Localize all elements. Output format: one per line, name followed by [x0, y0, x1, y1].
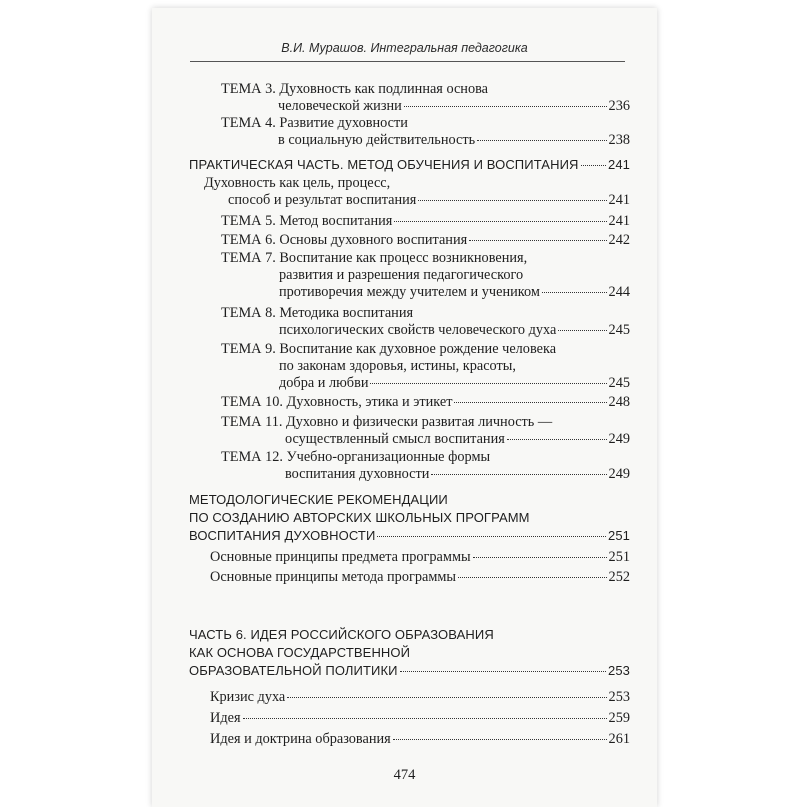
toc-page-number: 244 — [608, 284, 630, 300]
toc-entry[interactable] — [210, 569, 630, 586]
toc-page-number: 242 — [608, 232, 630, 248]
dot-leader — [473, 557, 607, 558]
running-header: В.И. Мурашов. Интегральная педагогика — [281, 41, 528, 55]
toc-entry-line: развития и разрешения педагогического — [279, 267, 524, 283]
dot-leader — [477, 140, 606, 141]
toc-entry-line: КАК ОСНОВА ГОСУДАРСТВЕННОЙ — [189, 645, 411, 660]
dot-leader — [287, 697, 606, 698]
toc-entry[interactable] — [221, 213, 630, 230]
dot-leader — [507, 439, 607, 440]
toc-page-number: 241 — [608, 157, 630, 172]
toc-entry[interactable] — [189, 491, 630, 545]
toc-entry-line: человеческой жизни — [278, 98, 402, 114]
dot-leader — [418, 200, 606, 201]
toc-entry-line: способ и результат воспитания — [228, 192, 417, 208]
toc-entry[interactable] — [204, 175, 630, 209]
toc-page-number: 252 — [608, 569, 630, 585]
toc-entry-line: противоречия между учителем и учеником — [279, 284, 540, 300]
toc-entry[interactable] — [221, 394, 630, 411]
toc-entry[interactable] — [189, 156, 630, 173]
toc-entry-line: ТЕМА 7. Воспитание как процесс возникновения, — [221, 250, 528, 266]
dot-leader — [542, 292, 607, 293]
toc-entry[interactable] — [221, 115, 630, 149]
toc-page-number: 249 — [608, 431, 630, 447]
dot-leader — [454, 402, 606, 403]
toc-entry[interactable] — [221, 449, 630, 483]
toc-entry-line: в социальную действительность — [278, 132, 476, 148]
toc-entry-line: ТЕМА 11. Духовно и физически развитая личность — — [221, 414, 553, 430]
toc-entry[interactable] — [221, 414, 630, 448]
toc-entry-line: ВОСПИТАНИЯ ДУХОВНОСТИ — [189, 528, 376, 543]
toc-entry[interactable] — [210, 549, 630, 566]
toc-page-number: 241 — [608, 192, 630, 208]
toc-page-number: 241 — [608, 213, 630, 229]
toc-entry-line: Духовность как цель, процесс, — [204, 175, 391, 191]
toc-page-number: 261 — [608, 731, 630, 747]
dot-leader — [458, 577, 607, 578]
dot-leader — [377, 536, 606, 537]
toc-entry-line: ТЕМА 9. Воспитание как духовное рождение человека — [221, 341, 557, 357]
toc-entry-line: ТЕМА 5. Метод воспитания — [221, 213, 393, 229]
toc-entry-line: осуществленный смысл воспитания — [285, 431, 505, 447]
toc-entry-line: ТЕМА 8. Методика воспитания — [221, 305, 414, 321]
toc-entry-line: ОБРАЗОВАТЕЛЬНОЙ ПОЛИТИКИ — [189, 663, 398, 678]
toc-page-number: 245 — [608, 375, 630, 391]
toc-page-number: 251 — [608, 549, 630, 565]
toc-entry[interactable] — [210, 710, 630, 727]
toc-entry-line: ТЕМА 3. Духовность как подлинная основа — [221, 81, 489, 97]
toc-entry[interactable] — [210, 689, 630, 706]
toc-page-number: 259 — [608, 710, 630, 726]
toc-entry[interactable] — [221, 250, 630, 301]
book-page — [152, 8, 657, 807]
dot-leader — [404, 106, 607, 107]
toc-entry-line: по законам здоровья, истины, красоты, — [279, 358, 516, 374]
dot-leader — [370, 383, 606, 384]
toc-entry[interactable] — [221, 305, 630, 339]
toc-page-number: 253 — [608, 689, 630, 705]
toc-entry-line: МЕТОДОЛОГИЧЕСКИЕ РЕКОМЕНДАЦИИ — [189, 492, 448, 507]
toc-page-number: 253 — [608, 663, 630, 678]
dot-leader — [558, 330, 606, 331]
dot-leader — [400, 671, 606, 672]
toc-entry-line: психологических свойств человеческого духа — [279, 322, 557, 338]
dot-leader — [243, 718, 607, 719]
toc-entry-line: ПО СОЗДАНИЮ АВТОРСКИХ ШКОЛЬНЫХ ПРОГРАММ — [189, 510, 530, 525]
toc-entry-line: Идея и доктрина образования — [210, 731, 391, 747]
dot-leader — [581, 165, 607, 166]
toc-page-number: 248 — [608, 394, 630, 410]
toc-entry-line: Основные принципы метода программы — [210, 569, 457, 585]
toc-entry[interactable] — [221, 81, 630, 115]
toc-entry-line: Основные принципы предмета программы — [210, 549, 471, 565]
dot-leader — [394, 221, 606, 222]
toc-page-number: 249 — [608, 466, 630, 482]
toc-entry-line: ЧАСТЬ 6. ИДЕЯ РОССИЙСКОГО ОБРАЗОВАНИЯ — [189, 627, 494, 642]
dot-leader — [431, 474, 606, 475]
toc-entry-line: ТЕМА 12. Учебно-организационные формы — [221, 449, 491, 465]
toc-entry[interactable] — [189, 626, 630, 680]
toc-entry[interactable] — [210, 731, 630, 748]
dot-leader — [469, 240, 606, 241]
toc-entry-line: воспитания духовности — [285, 466, 430, 482]
toc-entry-line: ТЕМА 4. Развитие духовности — [221, 115, 408, 131]
header-rule — [190, 61, 625, 62]
toc-entry-line: Кризис духа — [210, 689, 286, 705]
toc-page-number: 236 — [608, 98, 630, 114]
toc-entry[interactable] — [221, 232, 630, 249]
toc-entry-line: ТЕМА 10. Духовность, этика и этикет — [221, 394, 453, 410]
toc-page-number: 238 — [608, 132, 630, 148]
toc-entry-line: добра и любви — [279, 375, 369, 391]
dot-leader — [393, 739, 607, 740]
page-number: 474 — [393, 767, 416, 783]
toc-page-number: 251 — [608, 528, 630, 543]
toc-entry-line: ТЕМА 6. Основы духовного воспитания — [221, 232, 468, 248]
toc-entry[interactable] — [221, 341, 630, 392]
toc-entry-line: Идея — [210, 710, 241, 726]
toc-entry-line: ПРАКТИЧЕСКАЯ ЧАСТЬ. МЕТОД ОБУЧЕНИЯ И ВОСПИТАНИЯ — [189, 157, 579, 172]
toc-page-number: 245 — [608, 322, 630, 338]
